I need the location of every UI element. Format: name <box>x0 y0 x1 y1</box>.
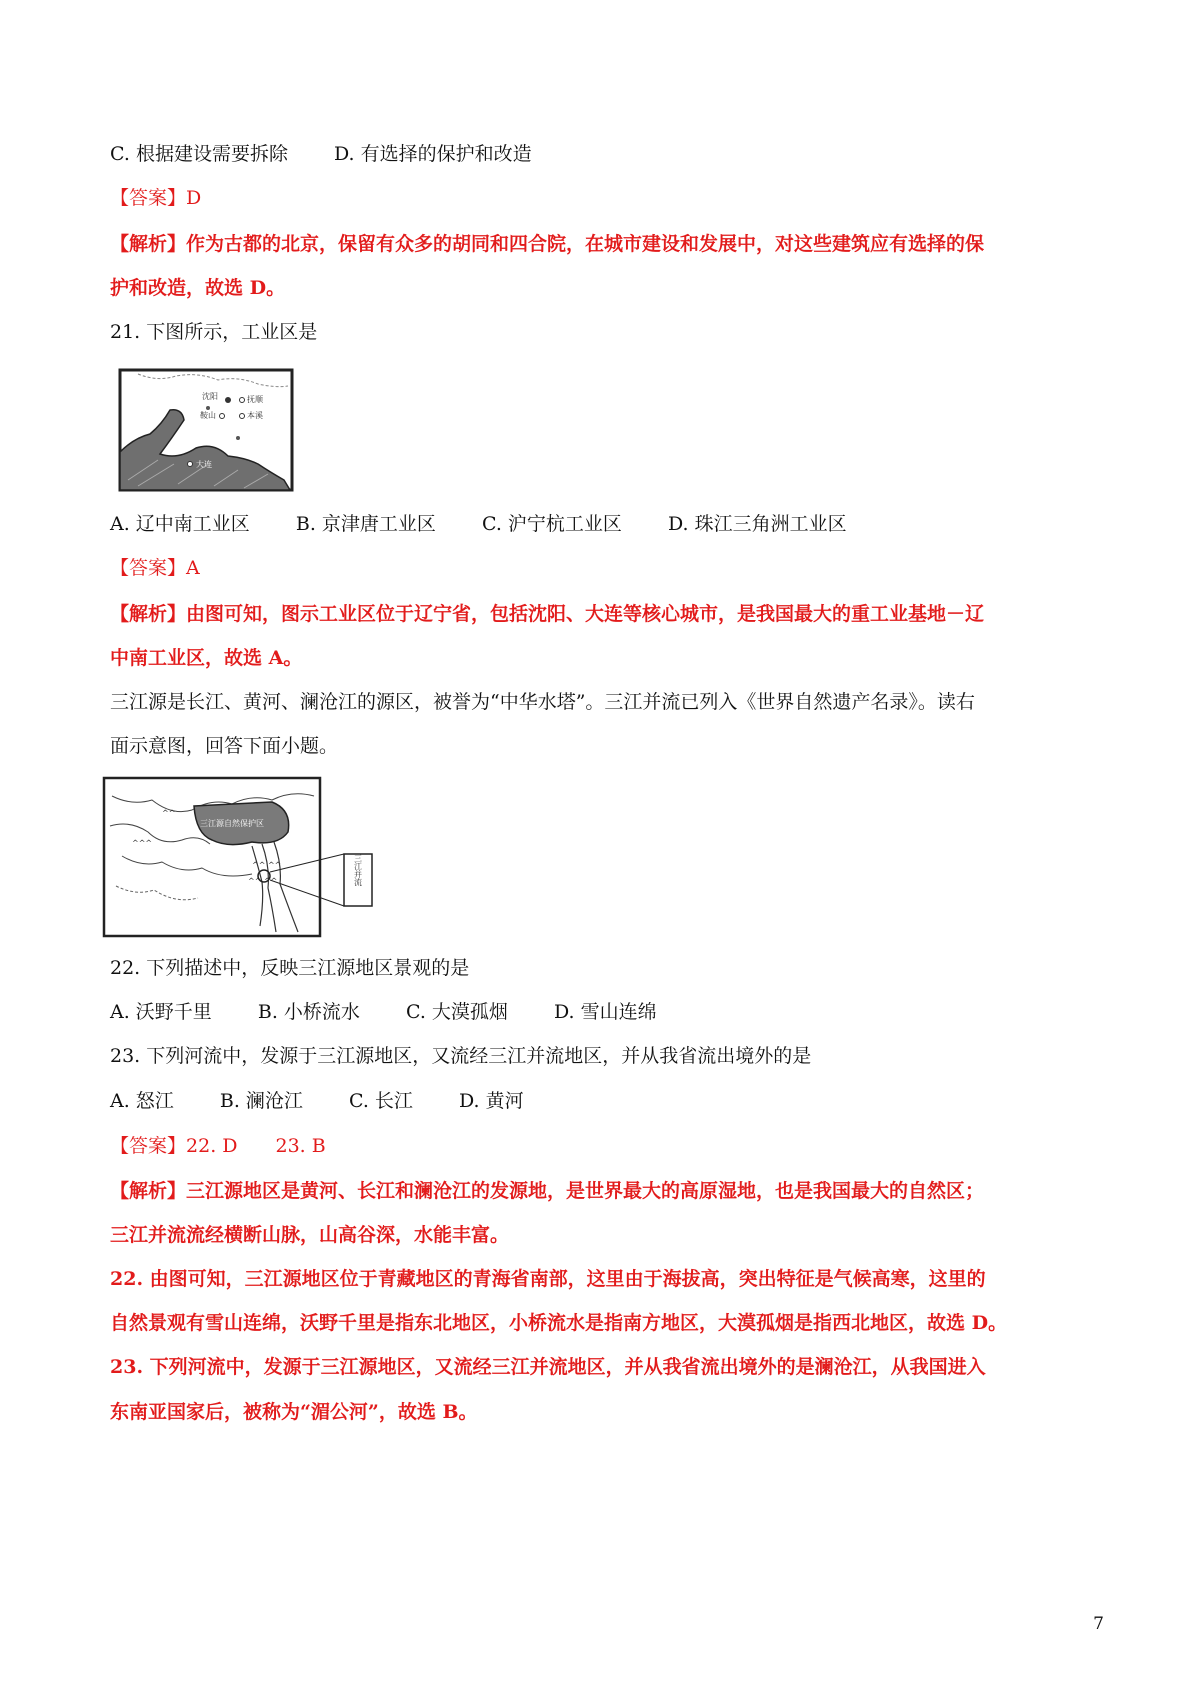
intro-line-1: 三江源是长江、黄河、澜沧江的源区，被誉为“中华水塔”。三江并流已列入《世界自然遗产名录》。读右 <box>110 691 975 713</box>
option-c: C. 根据建设需要拆除 <box>110 143 288 165</box>
svg-text:^^ ^^: ^^ ^^ <box>252 861 282 870</box>
option-d: D. 雪山连绵 <box>553 1001 657 1023</box>
analysis-label: 【解析】 <box>110 1180 187 1202</box>
answer-value: 22. D 23. B <box>186 1135 326 1157</box>
map-label-benxi: 本溪 <box>247 411 263 420</box>
q22-explain-1: 22. 由图可知，三江源地区位于青藏地区的青海省南部，这里由于海拔高，突出特征是气候高寒，这里的 <box>110 1268 986 1290</box>
q22-23-analysis-1 <box>110 1179 984 1203</box>
q21-stem: 21. 下图所示，工业区是 <box>110 321 318 343</box>
answer-label: 【答案】 <box>110 187 187 209</box>
q23-stem: 23. 下列河流中，发源于三江源地区，又流经三江并流地区，并从我省流出境外的是 <box>110 1045 812 1067</box>
q20-analysis-2: 护和改造，故选 D。 <box>110 277 286 299</box>
q23-explain-1: 23. 下列河流中，发源于三江源地区，又流经三江并流地区，并从我省流出境外的是澜沧江，从我国进入 <box>110 1356 986 1378</box>
analysis-text: 作为古都的北京，保留有众多的胡同和四合院，在城市建设和发展中，对这些建筑应有选择的保 <box>186 233 985 255</box>
q23-explain-2: 东南亚国家后，被称为“湄公河”，故选 B。 <box>110 1401 478 1423</box>
q21-analysis-1 <box>110 602 984 626</box>
analysis-label: 【解析】 <box>110 603 187 625</box>
option-d: D. 珠江三角洲工业区 <box>667 513 847 535</box>
option-a: A. 辽中南工业区 <box>110 513 250 535</box>
q20-analysis-1 <box>110 232 984 256</box>
svg-text:^^: ^^ <box>162 809 176 818</box>
analysis-label: 【解析】 <box>110 233 187 255</box>
option-b: B. 澜沧江 <box>219 1090 303 1112</box>
q20-options <box>110 142 532 166</box>
option-d: D. 有选择的保护和改造 <box>334 143 532 165</box>
option-b: B. 京津唐工业区 <box>295 513 436 535</box>
liaoning-industrial-map <box>118 368 294 492</box>
map-label-dalian: 大连 <box>196 460 212 469</box>
option-c: C. 大漠孤烟 <box>405 1001 508 1023</box>
q22-23-analysis-2: 三江并流流经横断山脉，山高谷深，水能丰富。 <box>110 1224 510 1246</box>
map-label-sanjiang-bingliu: 三江并流 <box>353 854 363 886</box>
analysis-text: 三江源地区是黄河、长江和澜沧江的发源地，是世界最大的高原湿地，也是我国最大的自然区； <box>186 1180 985 1202</box>
q22-stem: 22. 下列描述中，反映三江源地区景观的是 <box>110 957 470 979</box>
map-label-anshan: 鞍山 <box>200 411 216 420</box>
map-label-shenyang: 沈阳 <box>202 392 218 401</box>
map-label-fushun: 抚顺 <box>247 395 263 404</box>
q22-explain-2: 自然景观有雪山连绵，沃野千里是指东北地区，小桥流水是指南方地区，大漠孤烟是指西北地区，故选 D。 <box>110 1312 1008 1334</box>
option-c: C. 沪宁杭工业区 <box>481 513 622 535</box>
q21-answer <box>110 556 200 580</box>
svg-text:^^ ^^: ^^ ^^ <box>248 877 278 886</box>
q23-options <box>110 1089 524 1113</box>
q20-answer <box>110 186 201 210</box>
answer-value: D <box>186 187 202 209</box>
option-a: A. 沃野千里 <box>110 1001 212 1023</box>
svg-text:^^^: ^^^ <box>132 839 153 848</box>
intro-line-2: 面示意图，回答下面小题。 <box>110 735 339 757</box>
answer-label: 【答案】 <box>110 557 187 579</box>
q22-23-answer <box>110 1134 326 1158</box>
option-b: B. 小桥流水 <box>257 1001 360 1023</box>
three-rivers-map <box>102 776 388 940</box>
q21-analysis-2: 中南工业区，故选 A。 <box>110 647 303 669</box>
q22-options <box>110 1000 657 1024</box>
option-c: C. 长江 <box>348 1090 413 1112</box>
option-a: A. 怒江 <box>110 1090 174 1112</box>
answer-value: A <box>186 557 200 579</box>
analysis-text: 由图可知，图示工业区位于辽宁省，包括沈阳、大连等核心城市，是我国最大的重工业基地－辽 <box>186 603 985 625</box>
option-d: D. 黄河 <box>458 1090 524 1112</box>
page-number: 7 <box>1093 1614 1104 1634</box>
map-label-sanjiangyuan: 三江源自然保护区 <box>200 819 264 828</box>
answer-label: 【答案】 <box>110 1135 187 1157</box>
q21-options <box>110 512 847 536</box>
